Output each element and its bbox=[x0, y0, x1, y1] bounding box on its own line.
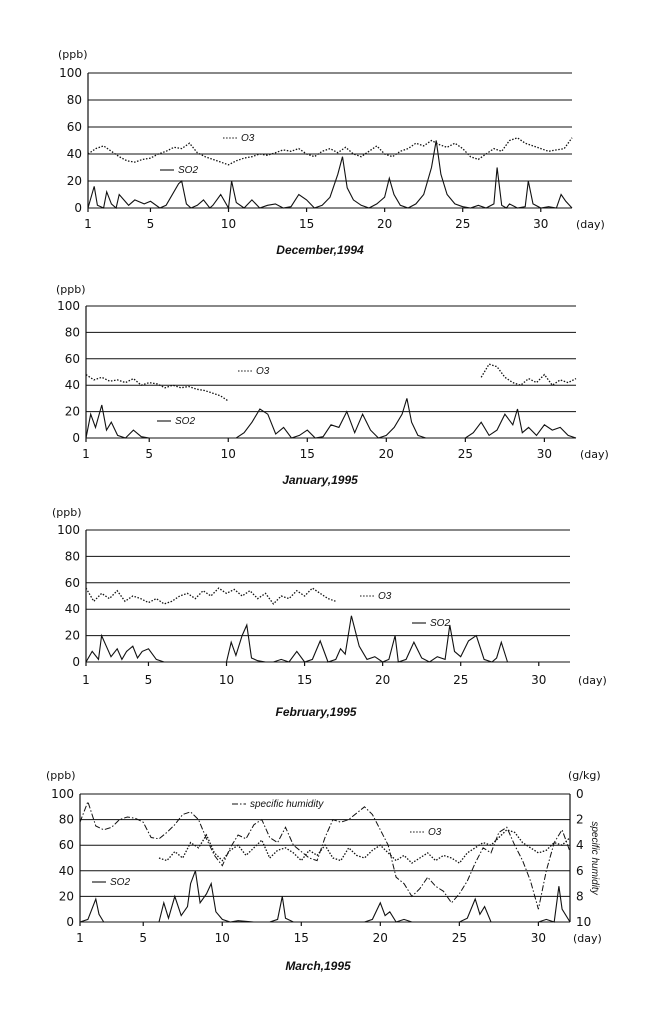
series-specific-humidity-line bbox=[80, 802, 570, 910]
y-tick-label: 0 bbox=[74, 201, 82, 215]
y-right-axis-unit: (g/kg) bbox=[568, 769, 601, 782]
y-tick-label: 80 bbox=[64, 549, 80, 564]
chart-4 bbox=[46, 769, 602, 973]
o3-legend-label: O3 bbox=[256, 366, 270, 377]
x-tick-label: 1 bbox=[76, 931, 84, 945]
x-tick-label: 30 bbox=[531, 673, 547, 687]
humidity-legend-label: specific humidity bbox=[250, 799, 324, 810]
y-tick-label: 60 bbox=[64, 351, 80, 366]
chart-caption: February,1995 bbox=[275, 705, 357, 719]
y-tick-label: 100 bbox=[57, 299, 80, 313]
chart-3 bbox=[52, 506, 607, 719]
y-right-tick-label: 0 bbox=[576, 787, 584, 801]
x-tick-label: 10 bbox=[220, 217, 237, 231]
x-tick-label: 30 bbox=[530, 931, 547, 945]
x-tick-label: 25 bbox=[457, 447, 473, 461]
x-tick-label: 10 bbox=[218, 673, 235, 687]
x-tick-label: 15 bbox=[299, 447, 315, 461]
series-o3b-line bbox=[481, 364, 576, 385]
x-tick-label: 5 bbox=[145, 447, 154, 461]
x-tick-label: 15 bbox=[293, 931, 309, 945]
y-right-tick-label: 10 bbox=[576, 915, 592, 929]
x-tick-label: 20 bbox=[372, 931, 388, 945]
chart-2 bbox=[56, 283, 609, 487]
x-tick-label: 5 bbox=[144, 673, 153, 687]
x-tick-label: 10 bbox=[220, 447, 236, 461]
y-tick-label: 60 bbox=[64, 575, 80, 590]
o3-legend-label: O3 bbox=[241, 133, 255, 144]
y-tick-label: 60 bbox=[66, 120, 82, 134]
chart-caption: March,1995 bbox=[285, 959, 351, 973]
y-tick-label: 80 bbox=[66, 93, 82, 107]
series-o3-line bbox=[159, 830, 570, 863]
x-tick-label: 25 bbox=[455, 217, 471, 231]
series-o3-line bbox=[86, 375, 228, 401]
so2-legend-label: SO2 bbox=[110, 877, 131, 888]
y-tick-label: 0 bbox=[66, 915, 74, 929]
y-tick-label: 100 bbox=[57, 523, 80, 537]
y-tick-label: 80 bbox=[64, 325, 80, 340]
x-tick-label: 10 bbox=[214, 931, 230, 945]
x-tick-label: 5 bbox=[146, 217, 155, 231]
y-right-axis-label: specific humidity bbox=[589, 821, 600, 895]
y-tick-label: 20 bbox=[64, 628, 80, 643]
series-o3-line bbox=[88, 138, 572, 165]
y-tick-label: 20 bbox=[64, 404, 80, 419]
y-tick-label: 20 bbox=[66, 174, 82, 188]
x-tick-label: 20 bbox=[375, 673, 391, 687]
chart-1 bbox=[58, 48, 605, 257]
x-tick-label: 30 bbox=[536, 447, 553, 461]
x-axis-unit: (day) bbox=[573, 932, 602, 945]
y-axis-unit: (ppb) bbox=[46, 769, 76, 782]
x-tick-label: 15 bbox=[298, 217, 315, 231]
x-tick-label: 1 bbox=[82, 447, 90, 461]
y-tick-label: 80 bbox=[58, 812, 74, 827]
series-o3-line bbox=[86, 588, 336, 604]
x-tick-label: 15 bbox=[296, 673, 313, 687]
y-axis-unit: (ppb) bbox=[52, 506, 82, 519]
x-axis-unit: (day) bbox=[580, 448, 609, 461]
x-tick-label: 25 bbox=[453, 673, 469, 687]
y-tick-label: 60 bbox=[58, 838, 74, 853]
x-tick-label: 5 bbox=[139, 931, 148, 945]
y-tick-label: 40 bbox=[58, 863, 74, 878]
o3-legend-label: O3 bbox=[378, 591, 392, 602]
x-tick-label: 30 bbox=[533, 217, 549, 231]
x-tick-label: 1 bbox=[84, 217, 92, 231]
y-tick-label: 0 bbox=[72, 431, 80, 445]
so2-legend-label: SO2 bbox=[430, 618, 451, 629]
series-so2-line bbox=[86, 616, 570, 662]
y-tick-label: 20 bbox=[58, 889, 74, 904]
chart-caption: January,1995 bbox=[282, 473, 358, 487]
y-tick-label: 100 bbox=[51, 787, 74, 801]
y-right-tick-label: 2 bbox=[576, 812, 584, 827]
y-right-tick-label: 6 bbox=[576, 863, 584, 878]
x-tick-label: 1 bbox=[82, 673, 90, 687]
y-tick-label: 40 bbox=[64, 602, 80, 617]
y-tick-label: 40 bbox=[64, 378, 80, 393]
series-so2-line bbox=[86, 398, 576, 438]
y-axis-unit: (ppb) bbox=[56, 283, 86, 296]
y-axis-unit: (ppb) bbox=[58, 48, 88, 61]
y-tick-label: 40 bbox=[66, 147, 82, 161]
so2-legend-label: SO2 bbox=[175, 416, 196, 427]
so2-legend-label: SO2 bbox=[178, 165, 199, 176]
o3-legend-label: O3 bbox=[428, 827, 442, 838]
chart-caption: December,1994 bbox=[276, 243, 364, 257]
x-tick-label: 20 bbox=[378, 447, 394, 461]
y-right-tick-label: 8 bbox=[576, 889, 584, 904]
x-tick-label: 20 bbox=[377, 217, 393, 231]
y-tick-label: 100 bbox=[59, 66, 82, 80]
x-axis-unit: (day) bbox=[578, 674, 607, 687]
x-tick-label: 25 bbox=[451, 931, 467, 945]
y-tick-label: 0 bbox=[72, 655, 80, 669]
y-right-tick-label: 4 bbox=[576, 838, 584, 853]
x-axis-unit: (day) bbox=[576, 218, 605, 231]
